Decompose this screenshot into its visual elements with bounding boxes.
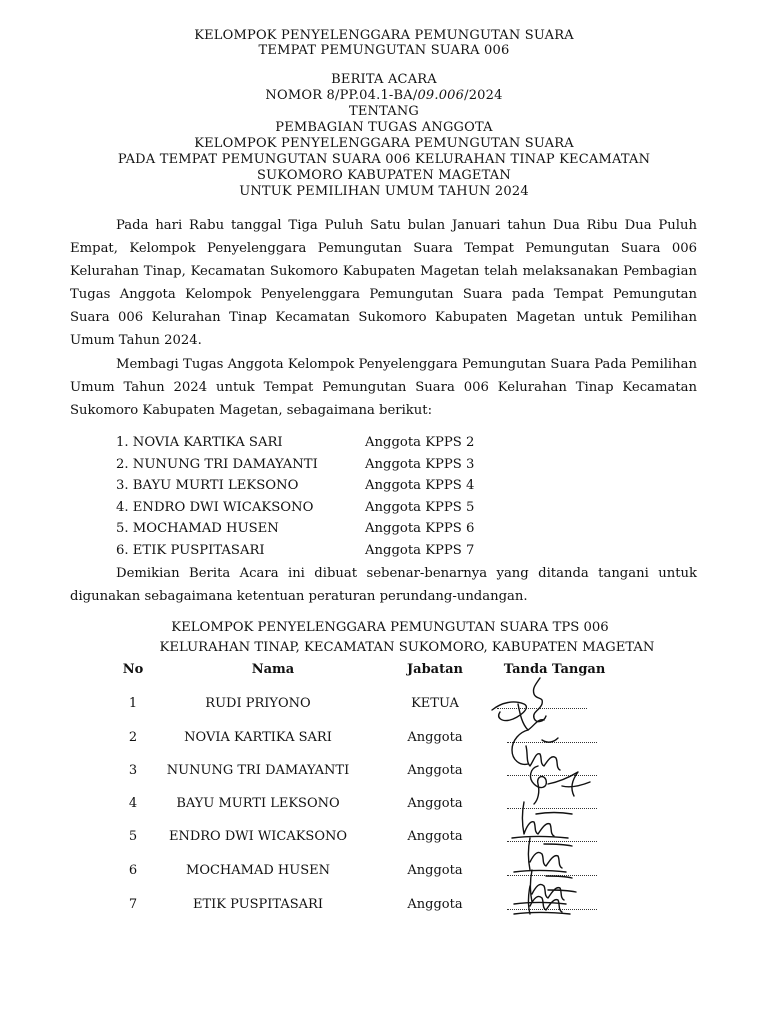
row-number: 5 [128, 829, 138, 844]
paragraph-text: Demikian Berita Acara ini dibuat sebenar-benarnya yang ditanda tangani untuk digunakan sebagaimana ketentuan peraturan perundang-undangan. [70, 566, 697, 604]
table-row [0, 763, 768, 783]
row-number: 4 [128, 796, 138, 811]
assignment-role: Anggota KPPS 7 [365, 542, 475, 558]
row-name: ENDRO DWI WICAKSONO [168, 829, 348, 844]
header-line-1: KELOMPOK PENYELENGGARA PEMUNGUTAN SUARA [194, 28, 574, 43]
signature-7-image [508, 868, 588, 918]
row-name: ETIK PUSPITASARI [193, 897, 323, 912]
doc-number-prefix: NOMOR 8/PP.04.1-BA/ [265, 88, 418, 103]
assignment-name: 4. ENDRO DWI WICAKSONO [116, 499, 314, 515]
row-number: 7 [128, 897, 138, 912]
doc-number [0, 88, 768, 104]
assignment-role: Anggota KPPS 3 [365, 456, 475, 472]
row-position: KETUA [411, 696, 459, 711]
doc-number-italic: 09.006 [417, 88, 465, 103]
table-row [0, 730, 768, 750]
doc-subject-line: PADA TEMPAT PEMUNGUTAN SUARA 006 KELURAHAN TINAP KECAMATAN [117, 152, 651, 167]
doc-subject-line: PEMBAGIAN TUGAS ANGGOTA [275, 120, 493, 135]
table-row [0, 829, 768, 849]
doc-subject-line: KELOMPOK PENYELENGGARA PEMUNGUTAN SUARA [194, 136, 574, 151]
row-position: Anggota [407, 763, 463, 778]
row-number: 1 [128, 696, 138, 711]
doc-about: TENTANG [348, 104, 420, 119]
doc-subject-line: UNTUK PEMILIHAN UMUM TAHUN 2024 [239, 184, 529, 199]
column-header-name: Nama [251, 662, 295, 677]
column-header-no: No [122, 662, 144, 677]
row-position: Anggota [407, 796, 463, 811]
assignment-name: 5. MOCHAMAD HUSEN [116, 521, 279, 536]
column-header-signature: Tanda Tangan [503, 662, 606, 677]
row-position: Anggota [407, 829, 463, 844]
row-position: Anggota [407, 730, 463, 745]
paragraph-text: Pada hari Rabu tanggal Tiga Puluh Satu bulan Januari tahun Dua Ribu Dua Puluh Empat, Kelompok Penyelenggara Pemungutan Suara Tempat Pemungutan Suara 006 Kelurahan Tinap, Kecamatan Sukomoro Kabupaten Magetan telah melaksanakan Pembagian Tugas Anggota Kelompok Penyelenggara Pemungutan Suara pada Tempat Pemungutan Suara 006 Kelurahan Tinap Kecamatan Sukomoro Kabupaten Magetan untuk Pemilihan Umum Tahun 2024. [70, 218, 697, 348]
doc-type: BERITA ACARA [331, 72, 437, 87]
row-name: MOCHAMAD HUSEN [186, 863, 330, 878]
row-number: 2 [128, 730, 138, 745]
column-header-position: Jabatan [407, 662, 463, 677]
doc-number-suffix: /2024 [464, 88, 503, 103]
row-position: Anggota [407, 863, 463, 878]
paragraph-assignment-intro [70, 353, 697, 422]
table-row [0, 696, 768, 716]
signature-table-title-1: KELOMPOK PENYELENGGARA PEMUNGUTAN SUARA TPS 006 [171, 620, 609, 635]
row-name: NOVIA KARTIKA SARI [184, 730, 332, 745]
row-name: RUDI PRIYONO [205, 696, 311, 711]
paragraph-text: Membagi Tugas Anggota Kelompok Penyelenggara Pemungutan Suara Pada Pemilihan Umum Tahun 2024 untuk Tempat Pemungutan Suara 006 Kelurahan Tinap Kecamatan Sukomoro Kabupaten Magetan, sebagaimana berikut: [70, 357, 697, 418]
header-line-2: TEMPAT PEMUNGUTAN SUARA 006 [258, 43, 510, 58]
doc-subject-line: SUKOMORO KABUPATEN MAGETAN [257, 168, 511, 183]
row-name: BAYU MURTI LEKSONO [176, 796, 340, 811]
signature-table-title-2: KELURAHAN TINAP, KECAMATAN SUKOMORO, KABUPATEN MAGETAN [159, 640, 655, 655]
table-row [0, 863, 768, 883]
assignment-name: 1. NOVIA KARTIKA SARI [116, 435, 283, 450]
paragraph-opening [70, 214, 697, 352]
paragraph-closing [70, 562, 697, 608]
assignment-role: Anggota KPPS 2 [365, 435, 475, 450]
row-name: NUNUNG TRI DAMAYANTI [166, 763, 350, 778]
row-number: 6 [128, 863, 138, 878]
assignment-role: Anggota KPPS 6 [365, 521, 475, 536]
assignment-name: 6. ETIK PUSPITASARI [116, 542, 265, 558]
row-position: Anggota [407, 897, 463, 912]
assignment-role: Anggota KPPS 4 [365, 478, 475, 493]
table-row [0, 897, 768, 917]
assignment-name: 2. NUNUNG TRI DAMAYANTI [116, 456, 318, 472]
row-number: 3 [128, 763, 138, 778]
assignment-name: 3. BAYU MURTI LEKSONO [116, 478, 299, 493]
table-row [0, 796, 768, 816]
assignment-role: Anggota KPPS 5 [365, 499, 475, 515]
